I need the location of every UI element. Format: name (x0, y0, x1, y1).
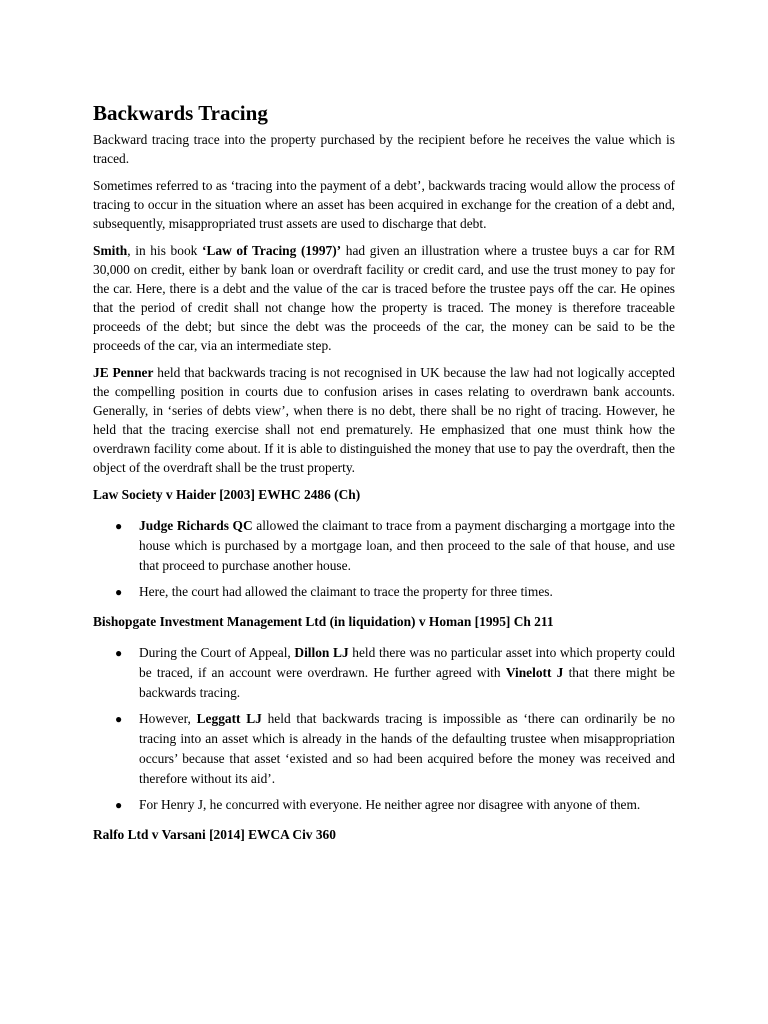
list-text: For Henry J, he concurred with everyone. He neither agree nor disagree with anyone of them. (139, 797, 641, 812)
judge-name: Leggatt LJ (196, 711, 262, 726)
bullet-icon: ● (115, 646, 123, 660)
judge-name: Dillon LJ (294, 645, 349, 660)
bishopgate-list (93, 643, 675, 815)
paragraph-text: , in his book (127, 243, 202, 258)
list-text: During the Court of Appeal, (139, 645, 295, 660)
bullet-icon: ● (115, 519, 123, 533)
list-text: Here, the court had allowed the claimant to trace the property for three times. (139, 584, 553, 599)
case-heading-haider: Law Society v Haider [2003] EWHC 2486 (Ch) (93, 487, 361, 502)
list-item (115, 643, 675, 703)
list-item (115, 795, 675, 815)
judge-name: Judge Richards QC (139, 518, 253, 533)
case-heading-ralfo: Ralfo Ltd v Varsani [2014] EWCA Civ 360 (93, 827, 336, 842)
list-text: held that backwards tracing is impossible as ‘there can ordinarily be no tracing into an asset which is already in the hands of the defaulting trustee when misappropriation occurs’ because that asset ‘existed and so had been acquired before the money was received and therefore without its aid’. (139, 711, 675, 786)
list-item (115, 582, 675, 602)
page-title: Backwards Tracing (93, 101, 268, 125)
paragraph-text: held that backwards tracing is not recognised in UK because the law had not logically accepted the compelling position in courts due to confusion arises in cases relating to overdrawn bank accounts. Generally, in ‘series of debts view’, when there is no debt, there shall be no right of tracing. However, he held that the tracing exercise shall not end prematurely. He emphasized that one must think how the overdrawn facility come about. If it is able to distinguished the money that use to pay the overdraft, then the object of the overdraft shall be the trust property. (93, 365, 675, 475)
penner-paragraph (93, 363, 675, 477)
list-text: However, (139, 711, 197, 726)
bullet-icon: ● (115, 798, 123, 812)
haider-list (93, 516, 675, 602)
case-heading-bishopgate: Bishopgate Investment Management Ltd (in liquidation) v Homan [1995] Ch 211 (93, 614, 554, 629)
bullet-icon: ● (115, 712, 123, 726)
author-name: Smith (93, 243, 128, 258)
list-item (115, 709, 675, 789)
bullet-icon: ● (115, 585, 123, 599)
author-name: JE Penner (93, 365, 154, 380)
book-title: ‘Law of Tracing (1997)’ (201, 243, 342, 258)
document-page (93, 100, 675, 856)
list-item (115, 516, 675, 576)
smith-paragraph (93, 241, 675, 355)
list-text: held there was no particular asset into which property could be traced, if an account were overdrawn. He further agreed with (139, 645, 675, 680)
list-text: that there might be backwards tracing. (139, 665, 675, 700)
list-text: allowed the claimant to trace from a payment discharging a mortgage into the house which is purchased by a mortgage loan, and then proceed to the sale of that house, and use that proceed to purchase another house. (139, 518, 675, 573)
judge-name: Vinelott J (505, 665, 564, 680)
paragraph-text: had given an illustration where a trustee buys a car for RM 30,000 on credit, either by bank loan or overdraft facility or credit card, and use the trust money to pay for the car. Here, there is a debt and the value of the car is traced before the trustee pays off the car. He opines that the period of credit shall not change how the property is traced. The money is therefore traceable proceeds of the debt; but since the debt was the proceeds of the car, the money can be said to be the proceeds of the car, via an intermediate step. (93, 243, 675, 353)
debt-paragraph: Sometimes referred to as ‘tracing into the payment of a debt’, backwards tracing would allow the process of tracing to occur in the situation where an asset has been acquired in exchange for the creation of a debt and, subsequently, misappropriated trust assets are used to discharge that debt. (93, 178, 675, 231)
intro-paragraph: Backward tracing trace into the property purchased by the recipient before he receives the value which is traced. (93, 132, 675, 166)
